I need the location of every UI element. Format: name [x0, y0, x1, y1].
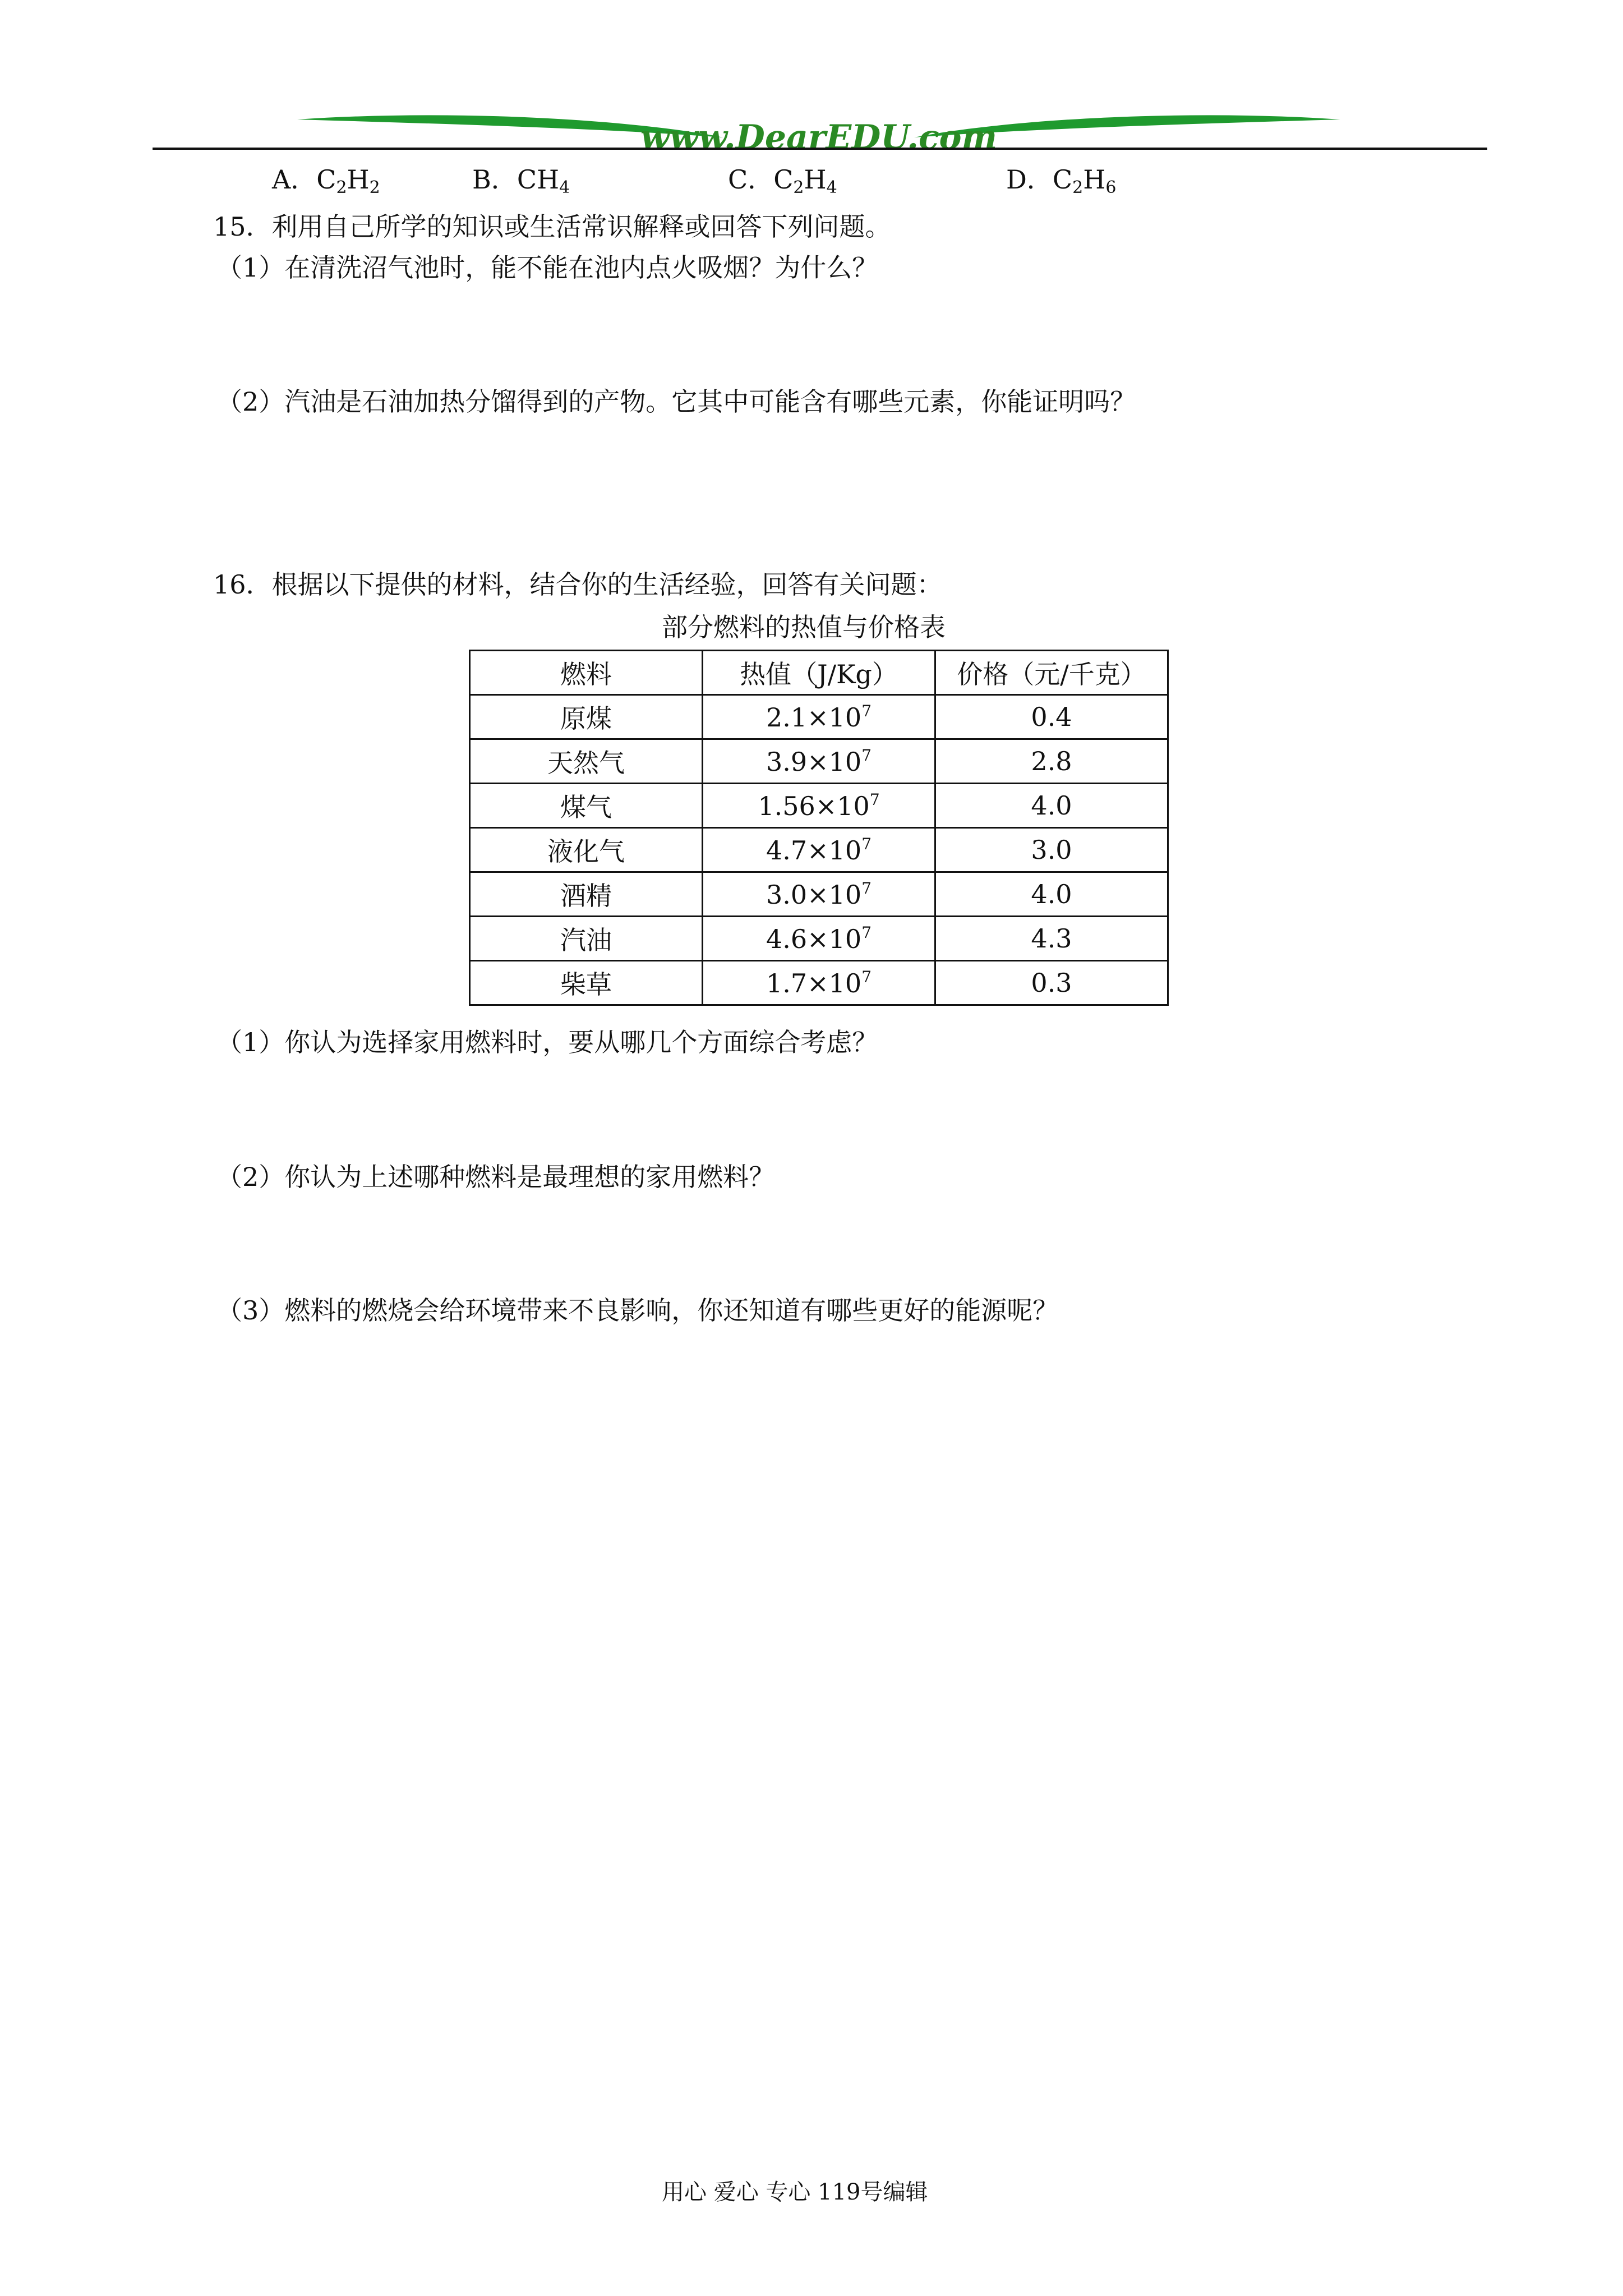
header-logo	[292, 104, 1346, 160]
fuel-table	[469, 650, 1169, 1006]
fuel-cell: 原煤	[470, 695, 703, 739]
fuel-cell: 酒精	[470, 872, 703, 917]
heat-cell: $4.7\times 10^7$	[703, 828, 935, 872]
q16-stem: 16．根据以下提供的材料，结合你的生活经验，回答有关问题：	[213, 569, 943, 600]
header-heat: 热值（J/Kg）	[703, 651, 935, 695]
table-row	[470, 828, 1168, 872]
header-price: 价格（元/千克）	[935, 651, 1168, 695]
option-d: D．$C_2H_6$	[1006, 164, 1117, 197]
table-row	[470, 784, 1168, 828]
option-c: C．$C_2H_4$	[728, 164, 837, 197]
q15-stem: 15．利用自己所学的知识或生活常识解释或回答下列问题。	[213, 211, 891, 242]
header-rule	[153, 148, 1487, 150]
option-b: B．$CH_4$	[472, 164, 570, 197]
heat-cell: $1.56\times 10^7$	[703, 784, 935, 828]
q16-part3: （3）燃料的燃烧会给环境带来不良影响，你还知道有哪些更好的能源呢？	[216, 1295, 1059, 1326]
heat-cell: $3.9\times 10^7$	[703, 739, 935, 784]
heat-cell: $2.1\times 10^7$	[703, 695, 935, 739]
fuel-cell: 液化气	[470, 828, 703, 872]
price-cell: 4.3	[935, 917, 1168, 961]
q15-part2: （2）汽油是石油加热分馏得到的产物。它其中可能含有哪些元素，你能证明吗？	[216, 386, 1136, 417]
price-cell: 2.8	[935, 739, 1168, 784]
q15-part1: （1）在清洗沼气池时，能不能在池内点火吸烟？为什么？	[216, 252, 878, 283]
page-footer: 用心 爱心 专心 119号编辑	[662, 2179, 928, 2205]
heat-cell: $4.6\times 10^7$	[703, 917, 935, 961]
fuel-cell: 汽油	[470, 917, 703, 961]
option-a: A．$C_2H_2$	[272, 164, 380, 197]
table-row	[470, 917, 1168, 961]
price-cell: 3.0	[935, 828, 1168, 872]
header-fuel: 燃料	[470, 651, 703, 695]
fuel-cell: 柴草	[470, 961, 703, 1005]
table-row	[470, 739, 1168, 784]
q16-part1: （1）你认为选择家用燃料时，要从哪几个方面综合考虑？	[216, 1027, 878, 1057]
price-cell: 0.3	[935, 961, 1168, 1005]
table-row	[470, 872, 1168, 917]
table-row	[470, 961, 1168, 1005]
q16-part2: （2）你认为上述哪种燃料是最理想的家用燃料？	[216, 1162, 775, 1192]
table-caption: 部分燃料的热值与价格表	[662, 612, 946, 642]
price-cell: 4.0	[935, 784, 1168, 828]
heat-cell: $3.0\times 10^7$	[703, 872, 935, 917]
fuel-cell: 煤气	[470, 784, 703, 828]
price-cell: 4.0	[935, 872, 1168, 917]
price-cell: 0.4	[935, 695, 1168, 739]
heat-cell: $1.7\times 10^7$	[703, 961, 935, 1005]
fuel-cell: 天然气	[470, 739, 703, 784]
table-row	[470, 695, 1168, 739]
table-header-row	[470, 651, 1168, 695]
site-name: www.DearEDU.com	[640, 118, 998, 157]
